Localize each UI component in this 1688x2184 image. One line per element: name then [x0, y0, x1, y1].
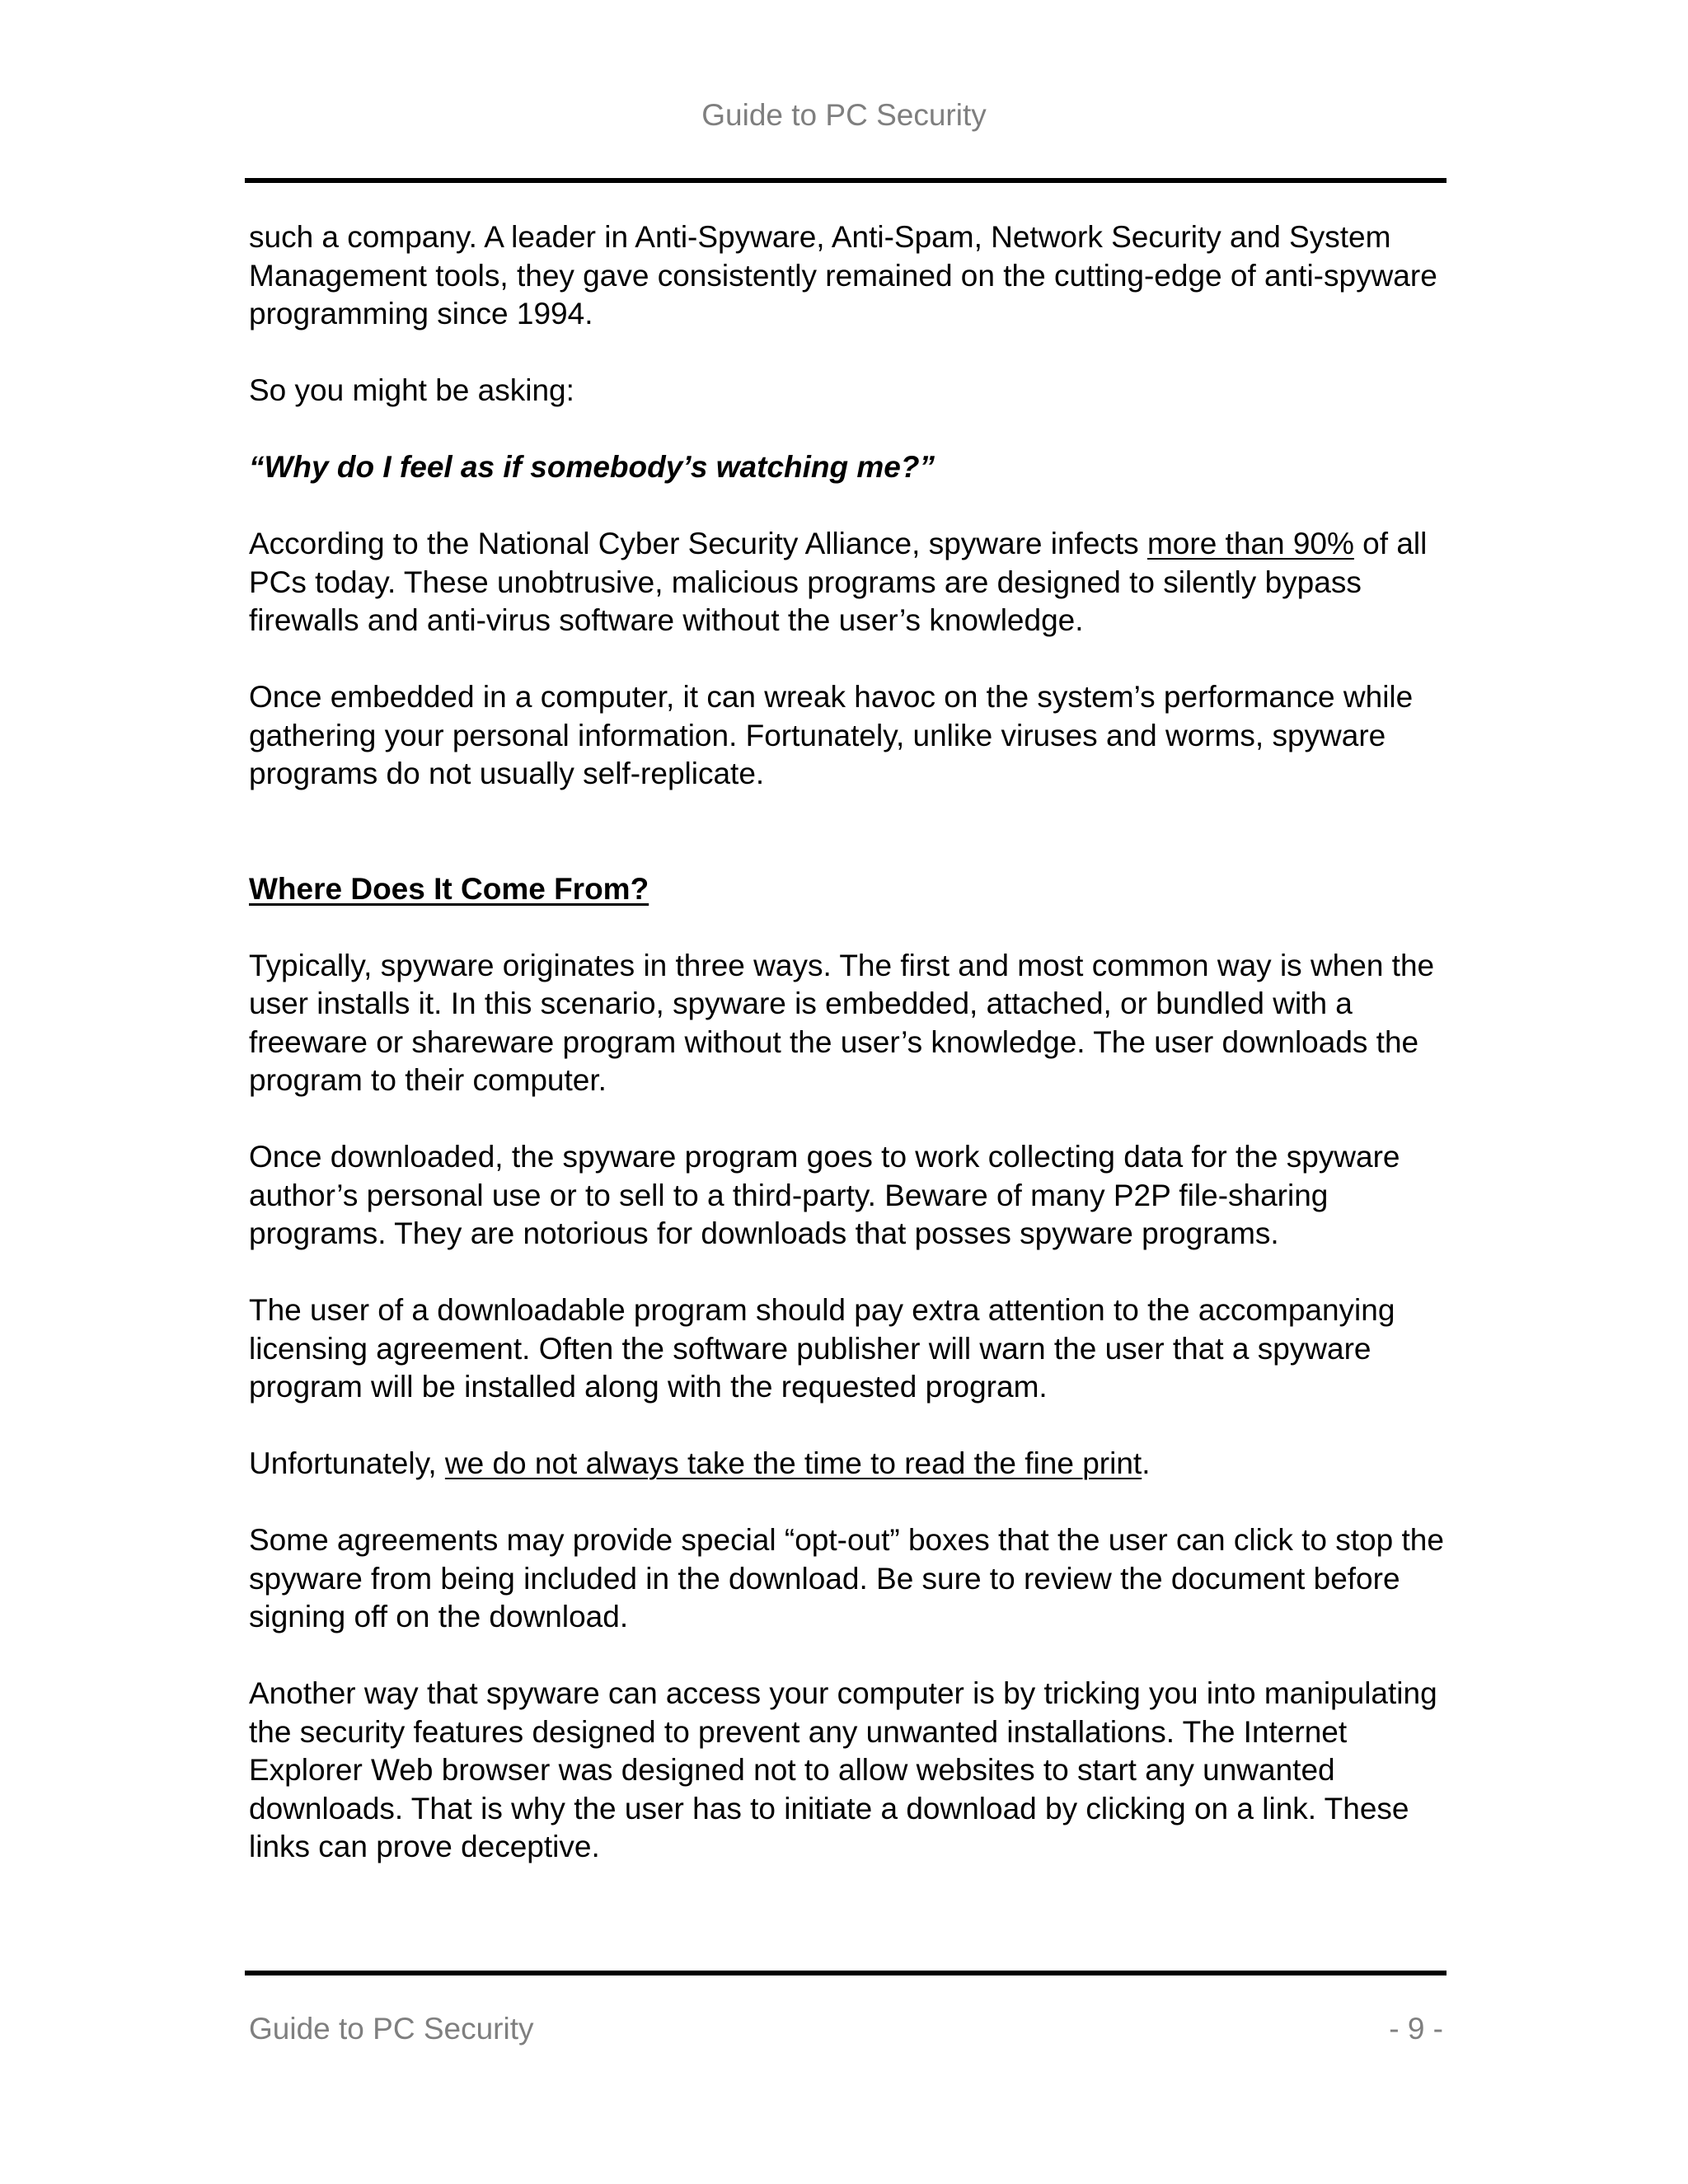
paragraph-downloaded: Once downloaded, the spyware program goes to work collecting data for the spyware author’s personal use or to sell to a third-party. Beware of many P2P file-sharing programs. They are notorious for downloads that posses spyware programs. [249, 1140, 1400, 1250]
paragraph-fine-print [249, 1445, 1452, 1483]
fine-print-underlined: we do not always take the time to read the fine print [444, 1446, 1142, 1480]
section-heading: Where Does It Come From? [249, 871, 649, 906]
footer-rule [245, 1971, 1447, 1975]
statistic-underlined: more than 90% [1146, 527, 1354, 560]
paragraph-asking: So you might be asking: [249, 373, 574, 407]
paragraph-tricking: Another way that spyware can access your computer is by tricking you into manipulating the security features designed to prevent any unwanted installations. The Internet Explorer Web browser was designed not to allow websites to start any unwanted downloads. That is why the user has to initiate a download by clicking on a link. These links can prove deceptive. [249, 1676, 1437, 1863]
fine-print-text-after: . [1142, 1446, 1151, 1480]
paragraph-statistic [249, 525, 1452, 640]
paragraph-licensing: The user of a downloadable program should pay extra attention to the accompanying licensing agreement. Often the software publisher will warn the user that a spyware program will be installed along with the requested program. [249, 1293, 1395, 1404]
page-number: - 9 - [1389, 2012, 1443, 2046]
paragraph-embedded: Once embedded in a computer, it can wreak havoc on the system’s performance while gathering your personal information. Fortunately, unlike viruses and worms, spyware programs do not usually self-replicate. [249, 680, 1414, 790]
statistic-text-after: of all PCs today. These unobtrusive, malicious programs are designed to silently bypass firewalls and anti-virus software without the user’s knowledge. [249, 527, 1428, 637]
header-rule [245, 178, 1447, 183]
running-header-title: Guide to PC Security [701, 98, 987, 132]
page-body [249, 218, 1452, 1905]
statistic-text-before: According to the National Cyber Security Alliance, spyware infects [249, 527, 1147, 560]
quote-watching: “Why do I feel as if somebody’s watching me?” [249, 450, 935, 484]
footer-title: Guide to PC Security [249, 2012, 534, 2046]
paragraph-origins: Typically, spyware originates in three ways. The first and most common way is when the user installs it. In this scenario, spyware is embedded, attached, or bundled with a freeware or shareware program without the user’s knowledge. The user downloads the program to their computer. [249, 948, 1435, 1097]
fine-print-text-before: Unfortunately, [249, 1446, 445, 1480]
paragraph-opt-out: Some agreements may provide special “opt-out” boxes that the user can click to stop the spyware from being included in the download. Be sure to review the document before signing off on the download. [249, 1523, 1444, 1633]
paragraph-company: such a company. A leader in Anti-Spyware, Anti-Spam, Network Security and System Management tools, they gave consistently remained on the cutting-edge of anti-spyware programming since 1994. [249, 220, 1437, 330]
